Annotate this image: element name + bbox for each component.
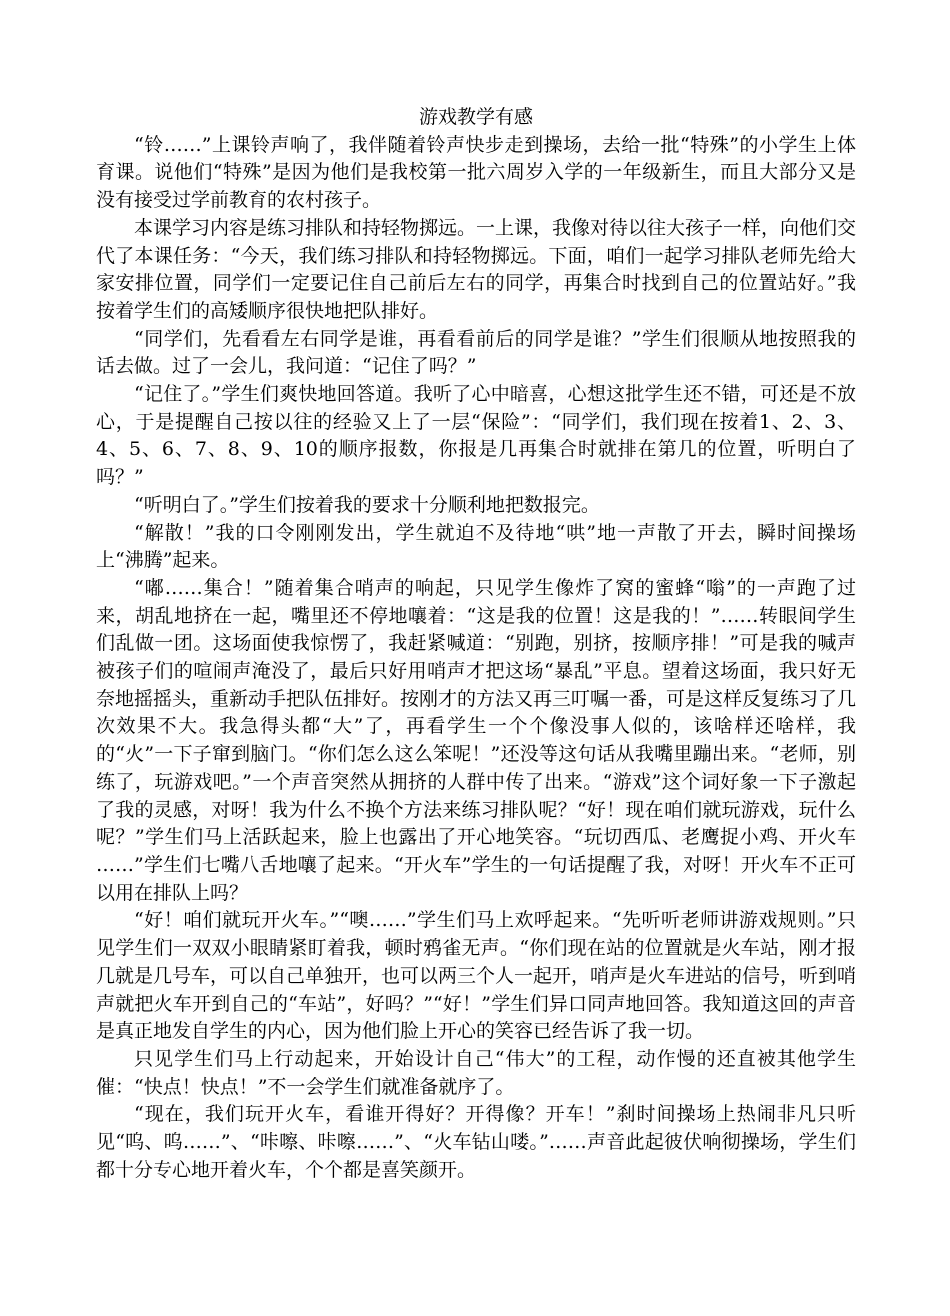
document-title: 游戏教学有感 [418, 106, 533, 128]
paragraph: “现在，我们玩开火车，看谁开得好？开得像？开车！”刹时间操场上热闹非凡只听见“呜、呜……”、“咔嚓、咔嚓……”、“火车钻山喽。”……声音此起彼伏响彻操场，学生们都十分专心地开着火车，个个都是喜笑颜开。 [96, 1103, 856, 1181]
paragraph: “同学们，先看看左右同学是谁，再看看前后的同学是谁？”学生们很顺从地按照我的话去做。过了一会儿，我问道：“记住了吗？” [96, 327, 856, 378]
paragraph: “解散！”我的口令刚刚发出，学生就迫不及待地“哄”地一声散了开去，瞬时间操场上“沸腾”起来。 [96, 521, 856, 572]
document-page [96, 104, 856, 1184]
paragraph: “铃……”上课铃声响了，我伴随着铃声快步走到操场，去给一批“特殊”的小学生上体育课。说他们“特殊”是因为他们是我校第一批六周岁入学的一年级新生，而且大部分又是没有接受过学前教育的农村孩子。 [96, 133, 856, 212]
paragraph: “嘟……集合！”随着集合哨声的响起，只见学生像炸了窝的蜜蜂“嗡”的一声跑了过来，胡乱地挤在一起，嘴里还不停地嚷着：“这是我的位置！这是我的！”……转眼间学生们乱做一团。这场面使我惊愣了，我赶紧喊道：“别跑，别挤，按顺序排！”可是我的喊声被孩子们的喧闹声淹没了，最后只好用哨声才把这场“暴乱”平息。望着这场面，我只好无奈地摇摇头，重新动手把队伍排好。按刚才的方法又再三叮嘱一番，可是这样反复练习了几次效果不大。我急得头都“大”了，再看学生一个个像没事人似的，该啥样还啥样，我的“火”一下子窜到脑门。“你们怎么这么笨呢！”还没等这句话从我嘴里蹦出来。“老师，别练了，玩游戏吧。”一个声音突然从拥挤的人群中传了出来。“游戏”这个词好象一下子激起了我的灵感，对呀！我为什么不换个方法来练习排队呢？“好！现在咱们就玩游戏，玩什么呢？”学生们马上活跃起来，脸上也露出了开心地笑容。“玩切西瓜、老鹰捉小鸡、开火车 ……”学生们七嘴八舌地嚷了起来。“开火车”学生的一句话提醒了我，对呀！开火车不正可以用在排队上吗？ [96, 576, 857, 904]
paragraph: 本课学习内容是练习排队和持轻物掷远。一上课，我像对待以往大孩子一样，向他们交代了本课任务：“今天，我们练习排队和持轻物掷远。下面，咱们一起学习排队老师先给大家安排位置，同学们一定要记住自己前后左右的同学，再集合时找到自己的位置站好。”我按着学生们的高矮顺序很快地把队排好。 [96, 216, 857, 322]
paragraph: “记住了。”学生们爽快地回答道。我听了心中暗喜，心想这批学生还不错，可还是不放心，于是提醒自己按以往的经验又上了一层“保险”：“同学们，我们现在按着1、2、3、4、5、6、7、8、9、10的顺序报数，你报是几再集合时就排在第几的位置，听明白了吗？” [96, 383, 856, 489]
paragraph: “好！咱们就玩开火车。”“噢……”学生们马上欢呼起来。“先听听老师讲游戏规则。”只见学生们一双双小眼睛紧盯着我，顿时鸦雀无声。“你们现在站的位置就是火车站，刚才报几就是几号车，可以自己单独开，也可以两三个人一起开，哨声是火车进站的信号，听到哨声就把火车开到自己的“车站”，好吗？”“好！”学生们异口同声地回答。我知道这回的声音是真正地发自学生的内心，因为他们脸上开心的笑容已经告诉了我一切。 [96, 909, 857, 1043]
paragraph: 只见学生们马上行动起来，开始设计自己“伟大”的工程，动作慢的还直被其他学生催：“快点！快点！”不一会学生们就准备就序了。 [96, 1047, 856, 1098]
paragraph: “听明白了。”学生们按着我的要求十分顺利地把数报完。 [134, 493, 600, 516]
